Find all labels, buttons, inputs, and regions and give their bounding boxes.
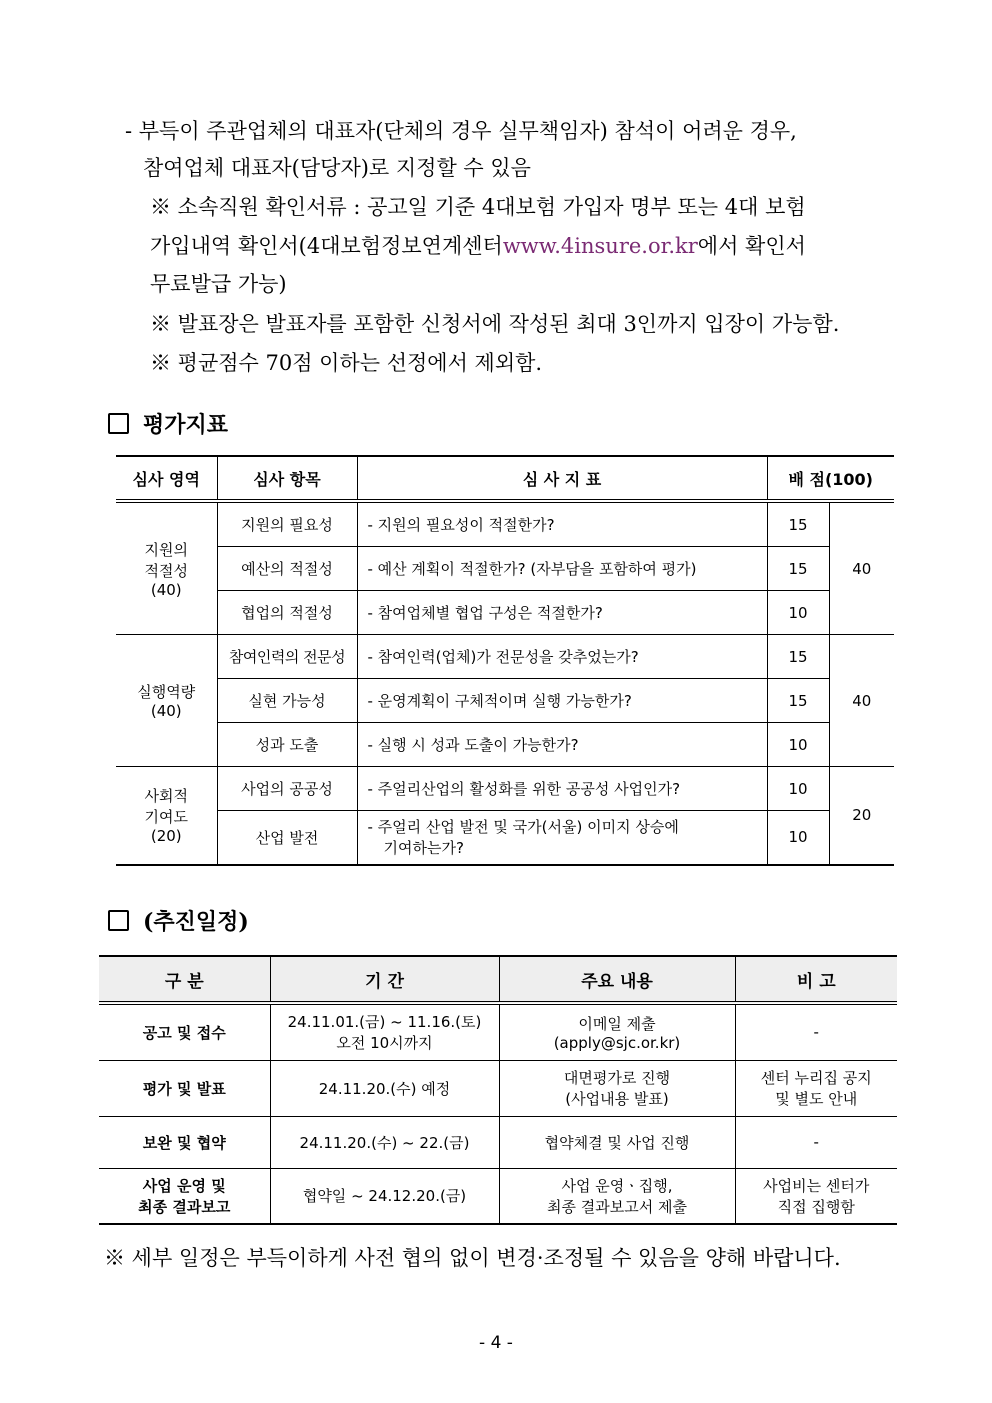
note-documents-line-3: 무료발급 가능)	[150, 272, 287, 296]
evaluation-section-title: 평가지표	[143, 412, 229, 438]
schedule-section-heading	[108, 905, 249, 936]
category-text: 최종 결과보고	[138, 1197, 231, 1216]
evaluation-header-row	[116, 456, 894, 501]
table-row	[116, 767, 894, 811]
schedule-footnote: ※ 세부 일정은 부득이하게 사전 협의 없이 변경·조정될 수 있음을 양해 바랍니다.	[104, 1246, 841, 1270]
category-cell: 평가 및 발표	[99, 1060, 270, 1116]
table-row	[99, 1060, 897, 1116]
criterion-cell: - 주얼리산업의 활성화를 위한 공공성 사업인가?	[357, 767, 767, 811]
content-cell	[499, 1168, 735, 1224]
table-row	[116, 723, 894, 767]
note-cell	[735, 1168, 897, 1224]
score-cell: 15	[767, 547, 829, 591]
area-text: 지원의	[144, 540, 188, 559]
item-cell: 협업의 적절성	[217, 591, 357, 635]
item-cell: 성과 도출	[217, 723, 357, 767]
table-row	[116, 501, 894, 547]
area-text: 사회적	[144, 787, 188, 806]
content-cell	[499, 1060, 735, 1116]
category-cell	[99, 1168, 270, 1224]
score-cell: 10	[767, 767, 829, 811]
intro-line-1: - 부득이 주관업체의 대표자(단체의 경우 실무책임자) 참석이 어려운 경우,	[125, 119, 797, 143]
checkbox-square-icon	[108, 910, 129, 931]
criterion-text: 기여하는가?	[383, 839, 464, 858]
period-cell: 협약일 ~ 24.12.20.(금)	[270, 1168, 499, 1224]
evaluation-section-heading	[108, 408, 228, 439]
table-row	[99, 1116, 897, 1168]
criterion-cell: - 참여인력(업체)가 전문성을 갖추었는가?	[357, 635, 767, 679]
area-text: 적절성	[144, 561, 188, 580]
period-text: 오전 10시까지	[336, 1034, 433, 1053]
total-cell: 40	[829, 635, 894, 767]
schedule-table	[99, 955, 897, 1225]
schedule-header-row	[99, 956, 897, 1003]
item-cell: 산업 발전	[217, 811, 357, 865]
note-documents-line-2	[150, 232, 806, 260]
item-cell: 사업의 공공성	[217, 767, 357, 811]
note-cell	[735, 1060, 897, 1116]
header-note: 비 고	[735, 956, 897, 1003]
page-number: - 4 -	[479, 1333, 513, 1353]
note-documents-line-1: ※ 소속직원 확인서류 : 공고일 기준 4대보험 가입자 명부 또는 4대 보험	[150, 195, 806, 219]
table-row	[116, 591, 894, 635]
content-text: 이메일 제출	[578, 1014, 656, 1033]
category-cell: 공고 및 접수	[99, 1003, 270, 1060]
table-row	[99, 1003, 897, 1060]
note-documents-text-post: 에서 확인서	[697, 234, 806, 258]
category-text: 사업 운영 및	[142, 1176, 226, 1195]
table-row	[116, 811, 894, 865]
criterion-text: - 주얼리 산업 발전 및 국가(서울) 이미지 상승에	[367, 818, 679, 837]
insure-link[interactable]: www.4insure.or.kr	[502, 234, 698, 258]
content-text: 사업 운영ㆍ집행,	[561, 1176, 673, 1195]
score-cell: 15	[767, 501, 829, 547]
content-text: 대면평가로 진행	[563, 1069, 671, 1087]
table-row	[116, 679, 894, 723]
content-text: (apply@sjc.or.kr)	[553, 1033, 681, 1052]
category-cell: 보완 및 협약	[99, 1116, 270, 1168]
score-cell: 15	[767, 635, 829, 679]
header-content: 주요 내용	[499, 956, 735, 1003]
table-row	[116, 547, 894, 591]
note-documents-text-pre: 가입내역 확인서(4대보험정보연계센터	[150, 234, 503, 258]
area-text: (20)	[150, 827, 182, 846]
period-text: 24.11.01.(금) ~ 11.16.(토)	[287, 1013, 482, 1032]
criterion-cell: - 실행 시 성과 도출이 가능한가?	[357, 723, 767, 767]
criterion-cell: - 예산 계획이 적절한가? (자부담을 포함하여 평가)	[357, 547, 767, 591]
content-text: 최종 결과보고서 제출	[547, 1197, 687, 1216]
note-attendance: ※ 발표장은 발표자를 포함한 신청서에 작성된 최대 3인까지 입장이 가능함.	[150, 312, 840, 336]
area-text: 기여도	[144, 808, 188, 827]
criterion-cell: - 운영계획이 구체적이며 실행 가능한가?	[357, 679, 767, 723]
schedule-section-title: (추진일정)	[143, 909, 249, 935]
header-score: 배 점(100)	[767, 456, 894, 501]
total-cell: 20	[829, 767, 894, 865]
note-cell: -	[735, 1116, 897, 1168]
header-area: 심사 영역	[116, 456, 217, 501]
table-row	[99, 1168, 897, 1224]
content-cell: 협약체결 및 사업 진행	[499, 1116, 735, 1168]
score-cell: 15	[767, 679, 829, 723]
item-cell: 실현 가능성	[217, 679, 357, 723]
header-item: 심사 항목	[217, 456, 357, 501]
period-cell	[270, 1003, 499, 1060]
criterion-cell	[357, 811, 767, 865]
area-cell	[116, 767, 217, 865]
total-cell: 40	[829, 501, 894, 635]
note-cell: -	[735, 1003, 897, 1060]
area-text: (40)	[150, 702, 182, 720]
content-cell	[499, 1003, 735, 1060]
header-period: 기 간	[270, 956, 499, 1003]
item-cell: 참여인력의 전문성	[217, 635, 357, 679]
note-text: 센터 누리집 공지	[760, 1069, 872, 1087]
period-cell: 24.11.20.(수) ~ 22.(금)	[270, 1116, 499, 1168]
evaluation-table	[116, 455, 894, 866]
period-cell: 24.11.20.(수) 예정	[270, 1060, 499, 1116]
score-cell: 10	[767, 723, 829, 767]
header-category: 구 분	[99, 956, 270, 1003]
note-minimum-score: ※ 평균점수 70점 이하는 선정에서 제외함.	[150, 351, 543, 375]
item-cell: 지원의 필요성	[217, 501, 357, 547]
note-text: 직접 집행함	[777, 1197, 855, 1216]
header-criteria: 심 사 지 표	[357, 456, 767, 501]
table-row	[116, 635, 894, 679]
area-text: 실행역량	[137, 683, 196, 701]
criterion-cell: - 지원의 필요성이 적절한가?	[357, 501, 767, 547]
score-cell: 10	[767, 591, 829, 635]
area-cell	[116, 635, 217, 767]
note-text: 및 별도 안내	[775, 1090, 858, 1108]
score-cell: 10	[767, 811, 829, 865]
intro-line-2: 참여업체 대표자(담당자)로 지정할 수 있음	[143, 156, 531, 180]
checkbox-square-icon	[108, 413, 129, 434]
note-text: 사업비는 센터가	[763, 1176, 870, 1195]
area-text: (40)	[150, 580, 182, 599]
content-text: (사업내용 발표)	[565, 1090, 669, 1108]
criterion-cell: - 참여업체별 협업 구성은 적절한가?	[357, 591, 767, 635]
item-cell: 예산의 적절성	[217, 547, 357, 591]
area-cell	[116, 501, 217, 635]
